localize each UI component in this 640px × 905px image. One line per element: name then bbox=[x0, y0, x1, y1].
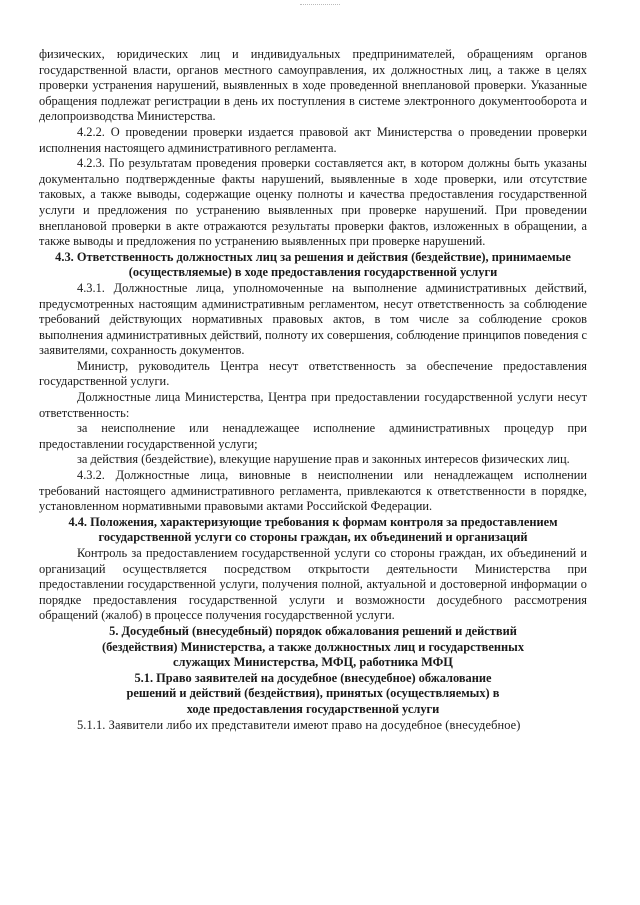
paragraph-4-3-2: 4.3.2. Должностные лица, виновные в неисполнении или ненадлежащем исполнении требований настоящего административного регламента, привлекаются к ответственности в порядке, установленном нормативными правовыми актами Российской Федерации. bbox=[39, 468, 587, 514]
section-heading-4-4: 4.4. Положения, характеризующие требования к формам контроля за предоставлением государственной услуги со стороны граждан, их объединений и организаций bbox=[68, 514, 558, 545]
document-body bbox=[39, 47, 587, 733]
paragraph-nonperformance: за неисполнение или ненадлежащее исполнение административных процедур при предоставлении государственной услуги; bbox=[39, 421, 587, 451]
paragraph-4-2-3: 4.2.3. По результатам проведения проверки составляется акт, в котором должны быть указаны документально подтвержденные факты нарушений, выявленные в ходе проверки, или отсутствие таковых, а также выводы, содержащие оценку полноты и качества предоставления государственной услуги и предложения по устранению выявленных при проверке нарушений. При проведении внеплановой проверки в акте отражаются результаты проверки фактов, изложенных в обращении, а также выводы и предложения по устранению выявленных при проверке нарушений. bbox=[39, 156, 587, 249]
paragraph-5-1-1: 5.1.1. Заявители либо их представители имеют право на досудебное (внесудебное) bbox=[77, 717, 521, 732]
scan-mark bbox=[300, 4, 340, 8]
paragraph-officials-responsibility: Должностные лица Министерства, Центра при предоставлении государственной услуги несут ответственность: bbox=[39, 390, 587, 420]
section-heading-5-1: 5.1. Право заявителей на досудебное (внесудебное) обжалование решений и действий (бездействия), принятых (осуществляемых) в ходе предоставления государственной услуги bbox=[126, 670, 500, 716]
paragraph-actions: за действия (бездействие), влекущие нарушение прав и законных интересов физических лиц. bbox=[77, 452, 570, 467]
paragraph-4-3-1: 4.3.1. Должностные лица, уполномоченные на выполнение административных действий, предусмотренных настоящим административным регламентом, несут ответственность за соблюдение требований действующих нормативных правовых актов, в том числе за соблюдение сроков выполнения административных действий, полноту их совершения, соблюдение принципов поведения с заявителями, сохранность документов. bbox=[39, 280, 587, 358]
paragraph-4-2-2: 4.2.2. О проведении проверки издается правовой акт Министерства о проведении проверки исполнения настоящего административного регламента. bbox=[39, 124, 587, 155]
paragraph-intro: физических, юридических лиц и индивидуальных предпринимателей, обращениям органов государственной власти, органов местного самоуправления, их должностных лиц, а также в целях проверки устранения нарушений, выявленных в ходе проведенной внеплановой проверки. Указанные обращения подлежат регистрации в день их поступления в системе электронного документооборота и делопроизводства Министерства. bbox=[39, 47, 587, 124]
section-heading-4-3: 4.3. Ответственность должностных лиц за решения и действия (бездействие), принимаемые (осуществляемые) в ходе предоставления государственной услуги bbox=[55, 249, 571, 280]
paragraph-minister-responsibility: Министр, руководитель Центра несут ответственность за обеспечение предоставления государственной услуги. bbox=[39, 358, 587, 389]
paragraph-citizen-control: Контроль за предоставлением государственной услуги со стороны граждан, их объединений и организаций осуществляется посредством открытости деятельности Министерства при предоставлении государственной услуги, получения полной, актуальной и достоверной информации о порядке предоставления государственной услуги и возможности досудебного рассмотрения обращений (жалоб) в процессе получения государственной услуги. bbox=[39, 546, 587, 623]
chapter-heading-5: 5. Досудебный (внесудебный) порядок обжалования решений и действий (бездействия) Министерства, а также должностных лиц и государственных служащих Министерства, МФЦ, работника МФЦ bbox=[101, 623, 525, 670]
